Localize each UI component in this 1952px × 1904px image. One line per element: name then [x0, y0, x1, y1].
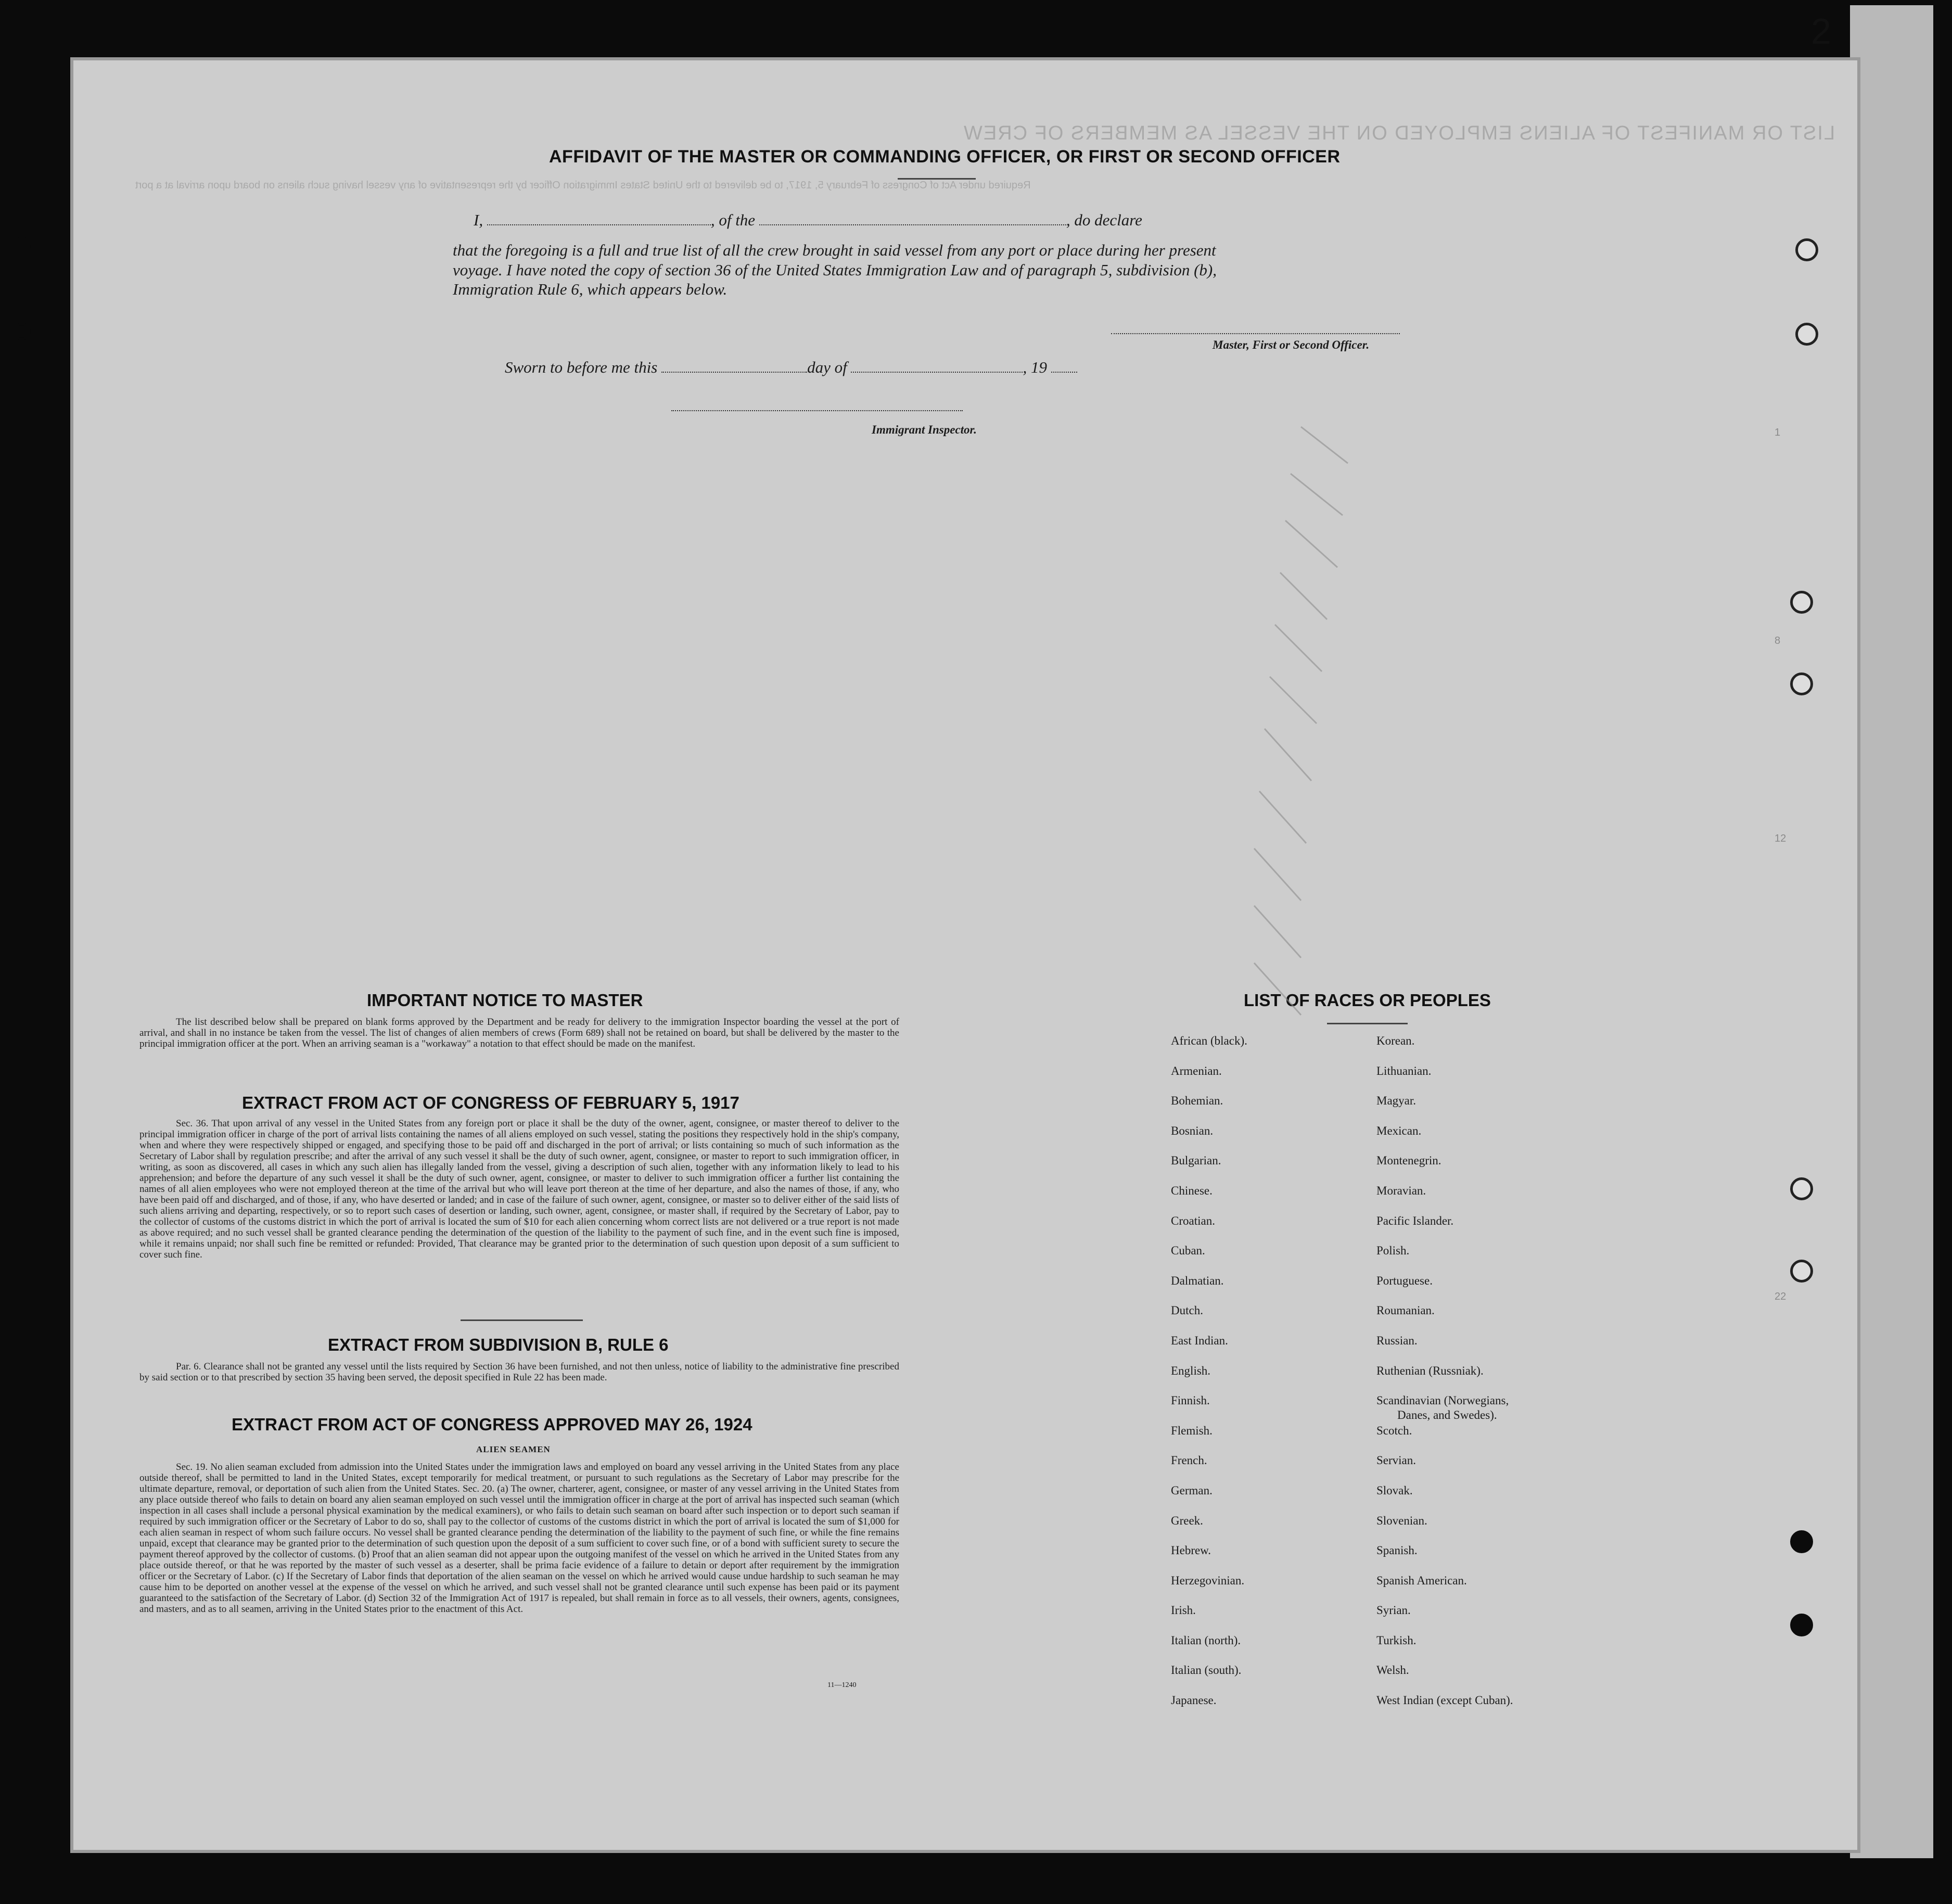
bleed-through-strokes	[1223, 416, 1379, 1145]
race-item: Mexican.	[1376, 1124, 1422, 1137]
race-item: Roumanian.	[1376, 1304, 1435, 1317]
race-item: Bohemian.	[1171, 1094, 1223, 1108]
race-item: Dutch.	[1171, 1304, 1203, 1317]
inspector-label: Immigrant Inspector.	[872, 423, 977, 436]
punch-hole	[1795, 323, 1818, 346]
race-item: Slovenian.	[1376, 1514, 1427, 1527]
race-item: Lithuanian.	[1376, 1064, 1432, 1077]
race-item: Moravian.	[1376, 1184, 1426, 1197]
race-item: English.	[1171, 1364, 1211, 1377]
race-item: West Indian (except Cuban).	[1376, 1694, 1513, 1707]
page-number: 2	[1811, 11, 1831, 52]
extract-1917-text: Sec. 36. That upon arrival of any vessel in the United States from any foreign port or place it shall be the duty of the owner, agent, consignee, or master thereof to deliver to the principal immigration officer in charge of the port of arrival lists containing the names of all aliens employed on such vessel, stating the positions they respectively hold in the ship's company, when and where they were respectively shipped or engaged, and specifying those to be paid off and discharged in the port of arrival; or lists containing so much of such information as the Secretary of Labor shall by regulation prescribe; and after the arrival of any such vessel it shall be the duty of such owner, agent, consignee, or master to report to such immigration officer, in writing, as soon as discovered, all cases in which any such alien has illegally landed from the vessel, giving a description of such alien, together with any information likely to lead to his apprehension; and before the departure of any such vessel it shall be the duty of such owner, agent, consignee, or master to deliver to such immigration officer a further list containing the names of all alien employees who were not employed thereon at the time of the arrival but who will leave port thereon at the time of her departure, and also the names of those, if any, who have been paid off and discharged, and of those, if any, who have deserted or landed; and in case of the failure of such owner, agent, consignee, or master so to deliver either of the said lists of such aliens arriving and departing, respectively, or so to report such cases of desertion or landing, such owner, agent, consignee, or master shall, if required by the Secretary of Labor, pay to the collector of customs of the customs district in which the port of arrival is located the sum of $10 for each alien concerning whom correct lists are not delivered or a true report is not made as above required; and no such vessel shall be granted clearance pending the determination of the question of the liability to the payment of such fine, and in the event such fine is imposed, while it remains unpaid; nor shall such fine be remitted or refunded: Provided, That clearance may be granted prior to the determination of such question upon deposit of a sum sufficient to cover such fine.	[139, 1118, 899, 1260]
affidavit-line-4: Immigration Rule 6, which appears below.	[453, 280, 728, 298]
race-item: Servian.	[1376, 1454, 1417, 1467]
race-item: East Indian.	[1171, 1334, 1228, 1347]
bleed-through-subtitle: Required under Act of Congress of February 5, 1917, to be delivered to the United States Immigration Officer by the representative of any vessel having such aliens on board upon arrival at a port	[135, 180, 1031, 191]
race-item: Bulgarian.	[1171, 1154, 1221, 1167]
race-item: Pacific Islander.	[1376, 1214, 1454, 1227]
race-item: Irish.	[1171, 1604, 1196, 1617]
page-edge	[1850, 5, 1933, 1858]
title-rule	[898, 178, 976, 180]
notice-text: The list described below shall be prepared on blank forms approved by the Department and be ready for delivery to the immigration Inspector boarding the vessel at the port of arrival, and shall in no instance be taken from the vessel. The list of changes of alien members of crews (Form 689) shall not be retained on board, but shall be delivered by the master to the principal immigration officer at the port. When an arriving seaman is a "workaway" a notation to that effect should be made on the manifest.	[139, 1017, 899, 1049]
race-item: Greek.	[1171, 1514, 1203, 1527]
bleed-through-row-number: 22	[1775, 1291, 1787, 1302]
inspector-line[interactable]	[671, 410, 963, 411]
race-item: Italian (north).	[1171, 1633, 1241, 1647]
punch-hole	[1790, 672, 1813, 695]
extract-1924-title: EXTRACT FROM ACT OF CONGRESS APPROVED MAY 26, 1924	[232, 1415, 752, 1434]
extract-rule6-text: Par. 6. Clearance shall not be granted any vessel until the lists required by Section 36 have been furnished, and not then unless, notice of liability to the administrative fine prescribed by said section or to that prescribed by section 35 having been served, the deposit specified in Rule 22 has been made.	[139, 1361, 899, 1383]
race-item: German.	[1171, 1483, 1213, 1497]
bleed-through-row-number: 1	[1775, 427, 1781, 438]
affidavit-line-3: voyage. I have noted the copy of section 36 of the United States Immigration Law and of paragraph 5, subdivision (b),	[453, 261, 1217, 279]
extract-1917-title: EXTRACT FROM ACT OF CONGRESS OF FEBRUARY 5, 1917	[242, 1093, 739, 1112]
punch-hole	[1790, 591, 1813, 614]
race-item: Russian.	[1376, 1334, 1418, 1347]
race-item: Spanish.	[1376, 1544, 1418, 1557]
punch-hole	[1795, 238, 1818, 261]
extract-rule6-title: EXTRACT FROM SUBDIVISION B, RULE 6	[328, 1335, 669, 1354]
punch-hole	[1790, 1614, 1813, 1636]
extract-1924-text: Sec. 19. No alien seaman excluded from admission into the United States under the immigration laws and employed on board any vessel arriving in the United States from any place outside thereof, shall be permitted to land in the United States, except temporarily for medical treatment, or pursuant to such regulations as the Secretary of Labor may prescribe for the ultimate departure, removal, or deportation of such alien from the United States. Sec. 20. (a) The owner, charterer, agent, consignee, or master of any vessel arriving in the United States from any place outside thereof who fails to detain on board any alien seaman employed on such vessel until the immigration officer in charge at the port of arrival has inspected such seaman (which inspection in all cases shall include a personal physical examination by the medical examiners), or who fails to detain such seaman on board after such inspection or to deport such seaman if required by such immigration officer or the Secretary of Labor to do so, shall pay to the collector of customs of the customs district in which the port of arrival is located the sum of $1,000 for each alien seaman in respect of whom such failure occurs. No vessel shall be granted clearance pending the determination of the liability to the payment of such fine, or while the fine remains unpaid, except that clearance may be granted prior to the determination of such question upon the deposit of a sum sufficient to cover such fine, or of a bond with sufficient surety to secure the payment thereof approved by the collector of customs. (b) Proof that an alien seaman did not appear upon the outgoing manifest of the vessel on which he arrived in the United States from any place outside thereof, or that he was reported by the master of such vessel as a deserter, shall be prima facie evidence of a failure to detain or deport after requirement by the immigration officer or the Secretary of Labor. (c) If the Secretary of Labor finds that deportation of the alien seaman on the vessel on which he arrived would cause undue hardship to such seaman he may cause him to be deported on another vessel at the expense of the vessel on which he arrived, and such vessel shall not be granted clearance until such expense has been paid or its payment guaranteed to the satisfaction of the Secretary of Labor. (d) Section 32 of the Immigration Act of 1917 is repealed, but shall remain in force as to all vessels, their owners, agents, consignees, and masters, and as to all seamen, arriving in the United States prior to the enactment of this Act.	[139, 1462, 899, 1615]
form-code: 11—1240	[827, 1681, 857, 1689]
punch-hole	[1790, 1260, 1813, 1283]
races-column-right	[1376, 1034, 1513, 1724]
affidavit-line-1: I, , of the , do declare	[474, 211, 1142, 229]
master-signature-label: Master, First or Second Officer.	[1213, 338, 1370, 351]
race-item: Flemish.	[1171, 1424, 1213, 1437]
race-item: Portuguese.	[1376, 1274, 1433, 1287]
race-item: Croatian.	[1171, 1214, 1215, 1227]
race-item: Scandinavian (Norwegians,	[1376, 1394, 1509, 1407]
race-item: Hebrew.	[1171, 1544, 1211, 1557]
race-item: Chinese.	[1171, 1184, 1213, 1197]
race-item: Polish.	[1376, 1244, 1410, 1258]
punch-hole	[13, 237, 31, 255]
race-item: Korean.	[1376, 1034, 1415, 1047]
divider-rule	[461, 1319, 583, 1321]
race-item: Armenian.	[1171, 1064, 1222, 1077]
alien-seamen-heading: ALIEN SEAMEN	[476, 1444, 551, 1454]
races-title: LIST OF RACES OR PEOPLES	[1244, 991, 1491, 1010]
punch-hole	[13, 323, 31, 340]
bleed-through-title: LIST OR MANIFEST OF ALIENS EMPLOYED ON THE VESSEL AS MEMBERS OF CREW	[963, 122, 1835, 144]
affidavit-i: I,	[474, 211, 483, 229]
punch-hole	[1790, 1530, 1813, 1553]
affidavit-title: AFFIDAVIT OF THE MASTER OR COMMANDING OFFICER, OR FIRST OR SECOND OFFICER	[549, 147, 1341, 167]
race-item: French.	[1171, 1454, 1207, 1467]
race-item: Syrian.	[1376, 1604, 1411, 1617]
punch-hole	[1790, 1177, 1813, 1200]
race-item: Bosnian.	[1171, 1124, 1214, 1137]
race-item: Finnish.	[1171, 1394, 1210, 1407]
bleed-through-row-number: 8	[1775, 635, 1781, 646]
race-item: African (black).	[1171, 1034, 1247, 1047]
race-item: Japanese.	[1171, 1694, 1217, 1707]
master-signature-line[interactable]	[1111, 333, 1400, 334]
race-item: Turkish.	[1376, 1633, 1417, 1647]
race-item: Herzegovinian.	[1171, 1573, 1245, 1587]
race-item: Dalmatian.	[1171, 1274, 1224, 1287]
race-item: Cuban.	[1171, 1244, 1205, 1258]
race-item: Slovak.	[1376, 1483, 1413, 1497]
race-item: Ruthenian (Russniak).	[1376, 1364, 1484, 1377]
race-item: Montenegrin.	[1376, 1154, 1441, 1167]
race-item: Scotch.	[1376, 1424, 1412, 1437]
race-item: Spanish American.	[1376, 1573, 1467, 1587]
affidavit-line-2: that the foregoing is a full and true list of all the crew brought in said vessel from any port or place during her present	[453, 241, 1216, 259]
sworn-line: Sworn to before me this day of , 19	[453, 358, 1441, 377]
race-item: Magyar.	[1376, 1094, 1417, 1108]
race-item: Italian (south).	[1171, 1664, 1242, 1677]
bleed-through-row-number: 12	[1775, 833, 1787, 844]
race-item-continued: Danes, and Swedes).	[1397, 1408, 1497, 1422]
notice-title: IMPORTANT NOTICE TO MASTER	[367, 991, 643, 1010]
race-item: Welsh.	[1376, 1664, 1409, 1677]
